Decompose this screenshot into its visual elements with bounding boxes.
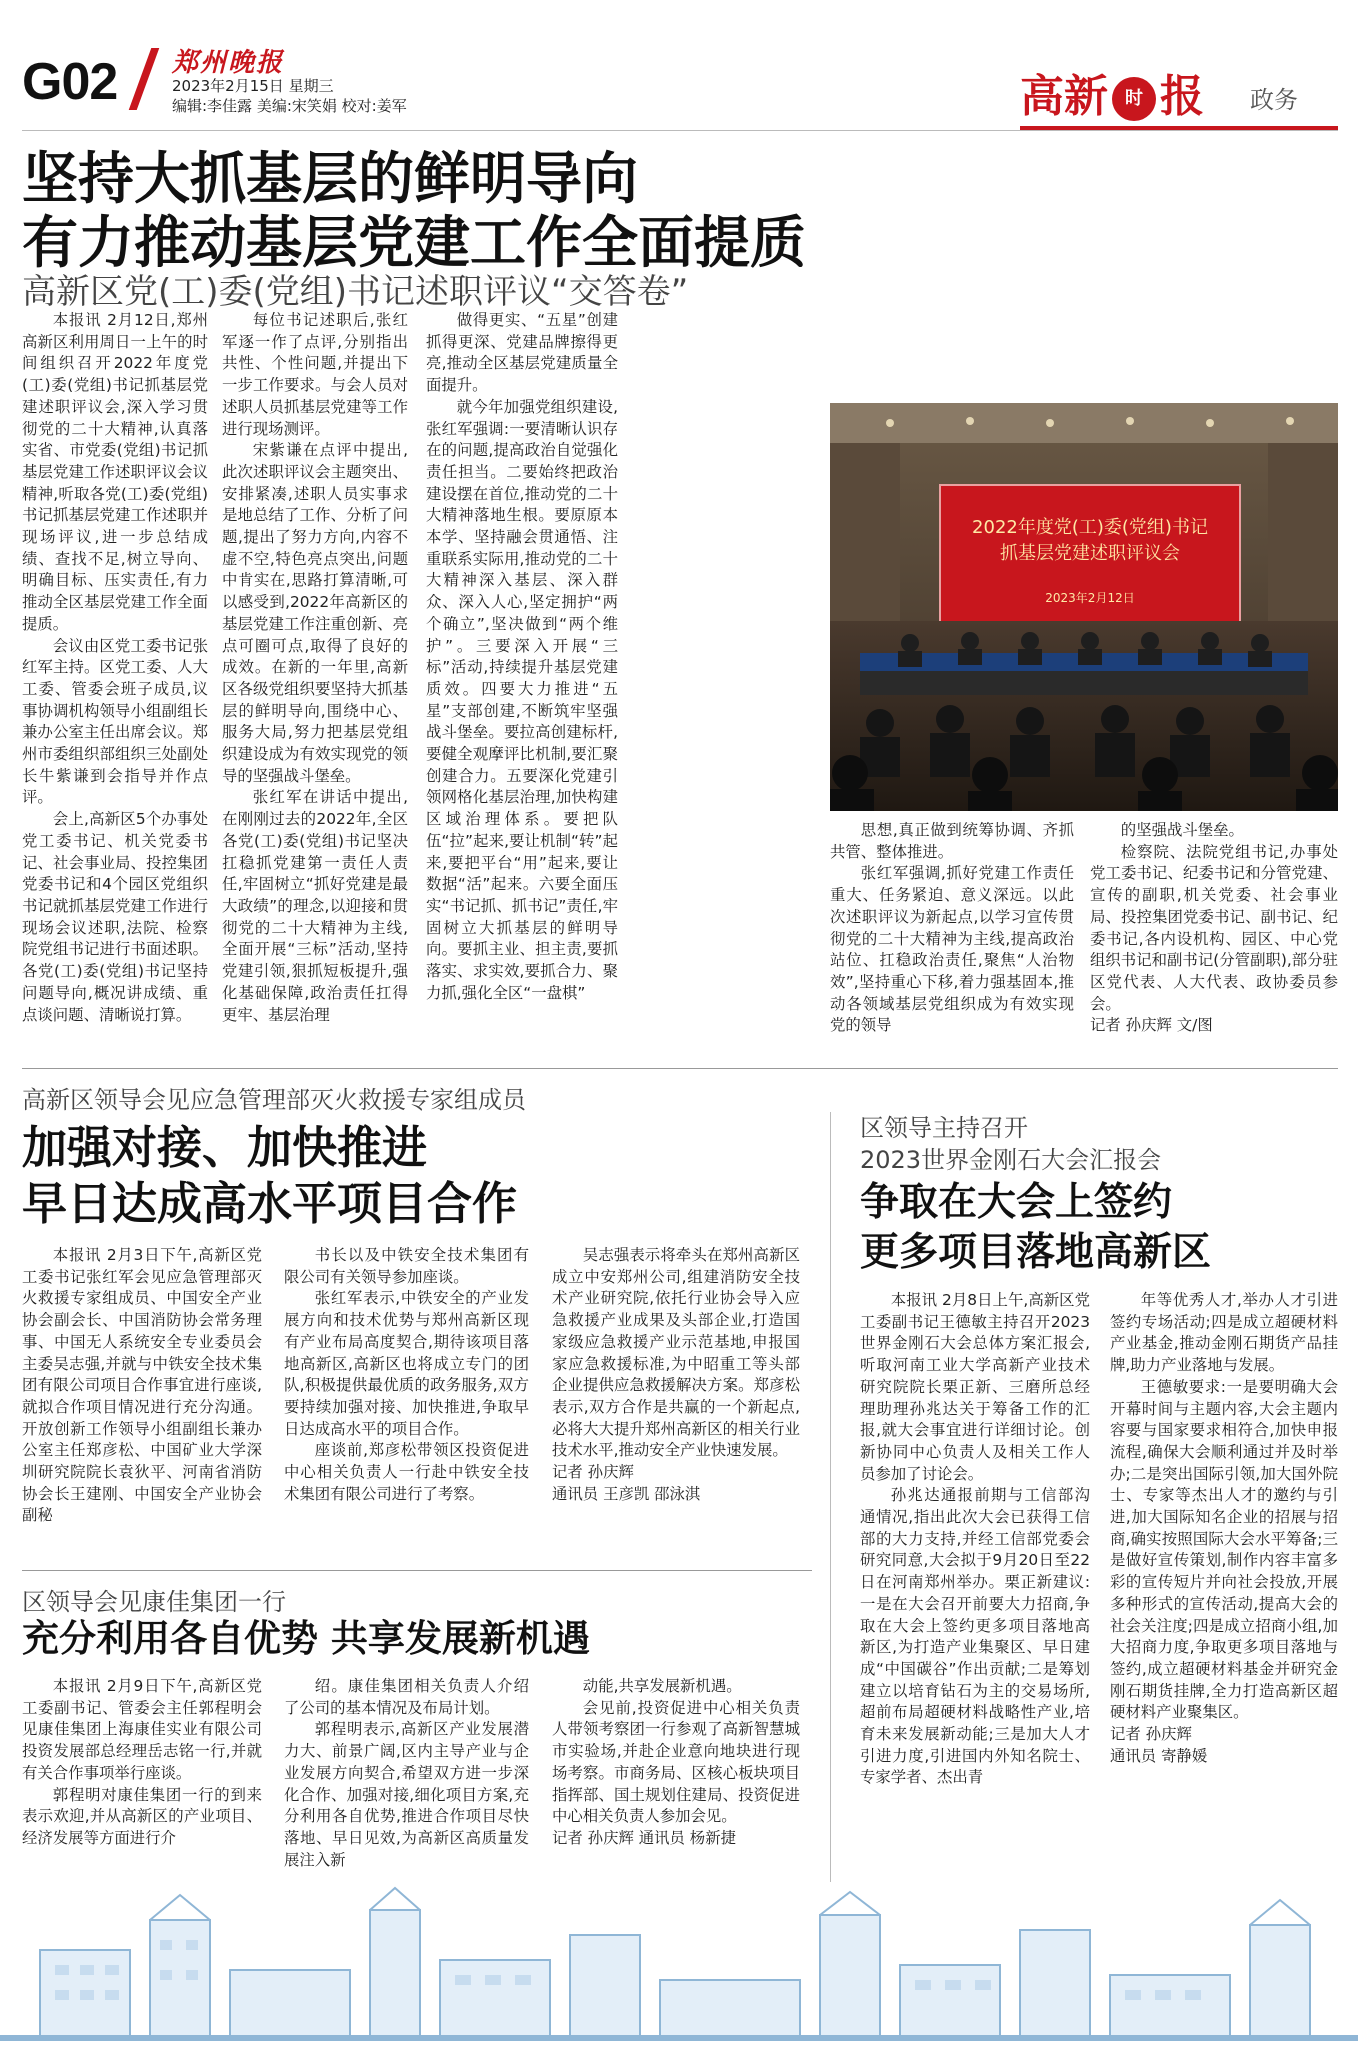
paragraph: 郭程明表示,高新区产业发展潜力大、前景广阔,区内主导产业与企业发展方向契合,希望双方进一步深化合作、加强对接,细化项目方案,充分利用各自优势,推进合作项目尽快落地、早日见效,为高新区高质量发展注入新 xyxy=(284,1720,529,1869)
paragraph: 宋紫谦在点评中提出,此次述职评议会主题突出、安排紧凑,述职人员实事求是地总结了工作、分析了问题,提出了努力方向,内容不虚不空,特色亮点突出,问题中肯实在,思路打算清晰,可以感受到,2022年高新区的基层党建工作注重创新、亮点可圈可点,取得了良好的成效。在新的一年里,高新区各级党组织要坚持大抓基层的鲜明导向,围绕中心、服务大局,努力把基层党组织建设成为有效实现党的领导的坚强战斗堡垒。 xyxy=(222,441,408,785)
page-number-slash xyxy=(129,48,160,110)
article1-column-3 xyxy=(426,310,618,1005)
article1-title xyxy=(22,148,806,276)
paragraph: 的坚强战斗堡垒。 xyxy=(1120,821,1244,839)
divider xyxy=(22,1570,812,1571)
divider xyxy=(22,1068,1338,1069)
article2-title-line2: 早日达成高水平项目合作 xyxy=(22,1177,518,1230)
paragraph: 动能,共享发展新机遇。 xyxy=(582,1677,742,1695)
paragraph: 检察院、法院党组书记,办事处党工委书记、纪委书记和分管党建、宣传的副职,机关党委、社会事业局、投控集团党委书记、副书记、纪委书记,各内设机构、园区、中心党组织书记和副书记(分管副职),部分驻区党代表、人大代表、政协委员参会。 xyxy=(1090,842,1338,1013)
column-divider xyxy=(830,1112,831,1882)
newspaper-logo: 郑州晚报 xyxy=(172,48,285,78)
paragraph: 每位书记述职后,张红军逐一作了点评,分别指出共性、个性问题,并提出下一步工作要求。与会人员对述职人员抓基层党建等工作进行现场测评。 xyxy=(222,311,408,438)
header-rule xyxy=(22,130,1338,131)
masthead-meta xyxy=(172,76,407,116)
article1-column-1 xyxy=(22,310,208,1026)
article2-column-1 xyxy=(22,1245,262,1527)
article4-title xyxy=(860,1178,1211,1278)
article2-byline-correspondent: 通讯员 王彦凯 邵泳淇 xyxy=(552,1484,701,1503)
article2-byline-reporter: 记者 孙庆辉 xyxy=(552,1463,634,1482)
article1-title-line2: 有力推动基层党建工作全面提质 xyxy=(22,211,806,276)
paragraph: 座谈前,郑彦松带领区投资促进中心相关负责人一行赴中铁安全技术集团有限公司进行了考察。 xyxy=(284,1441,529,1503)
article4-column-1 xyxy=(860,1290,1090,1789)
column-name-left: 高新 xyxy=(1020,71,1108,122)
footer-skyline-decoration xyxy=(0,1880,1358,2041)
paragraph: 本报讯 2月9日下午,高新区党工委副书记、管委会主任郭程明会见康佳集团上海康佳实业有限公司投资发展部总经理岳志铭一行,并就有关合作事项举行座谈。 xyxy=(22,1677,262,1782)
article2-kicker: 高新区领导会见应急管理部灭火救援专家组成员 xyxy=(22,1086,526,1114)
paragraph: 做得更实、“五星”创建抓得更深、党建品牌擦得更亮,推动全区基层党建质量全面提升。 xyxy=(426,311,618,395)
article2-title xyxy=(22,1120,517,1232)
column-badge: 时 xyxy=(1112,77,1156,121)
article1-column-2 xyxy=(222,310,408,1026)
meeting-photo xyxy=(830,403,1338,811)
photo-banner-line2: 抓基层党建述职评议会 xyxy=(1000,543,1180,564)
paragraph: 吴志强表示将牵头在郑州高新区成立中安郑州公司,组建消防安全技术产业研究院,依托行业协会导入应急救援产业成果及头部企业,打造国家级应急救援产业示范基地,申报国家应急救援标准,为中昭重工等头部企业提供应急救援解决方案。郑彦松表示,双方合作是共赢的一个新起点,必将大大提升郑州高新区的相关行业技术水平,推动安全产业快速发展。 xyxy=(552,1246,800,1460)
article3-column-2 xyxy=(284,1676,529,1871)
paragraph: 孙兆达通报前期与工信部沟通情况,指出此次大会已获得工信部的大力支持,并经工信部党委会研究同意,大会拟于9月20日至22日在河南郑州举办。栗正新建议:一是在大会召开前要大力招商,争取在大会上签约更多项目落地高新区,为打造产业集聚区、早日建成“中国碳谷”作出贡献;二是筹划建立以培育钻石为主的交易场所,超前布局超硬材料战略性产业,培育未来发展新动能;三是加大人才引进力度,引进国内外知名院士、专家学者、杰出青 xyxy=(860,1486,1090,1787)
paragraph: 会上,高新区5个办事处党工委书记、机关党委书记、社会事业局、投控集团党委书记和4个园区党组织书记就抓基层党建工作进行现场会议述职,法院、检察院党组书记进行书面述职。各党(工)委(党组)书记坚持问题导向,概况讲成绩、重点谈问题、清晰说打算。 xyxy=(22,810,208,1024)
article2-column-2 xyxy=(284,1245,529,1505)
paragraph: 张红军强调,抓好党建工作责任重大、任务紧迫、意义深远。以此次述职评议为新起点,以学习宣传贯彻党的二十大精神为主线,提高政治站位、扛稳政治责任,聚焦“人治物效”,坚持重心下移,着力强基固本,推动各领域基层党组织成为有效实现党的领导 xyxy=(830,864,1074,1035)
article1-title-line1: 坚持大抓基层的鲜明导向 xyxy=(22,147,638,212)
paragraph: 本报讯 2月12日,郑州高新区利用周日一上午的时间组织召开2022年度党(工)委(党组)书记抓基层党建述职评议会,深入学习贯彻党的二十大精神,认真落实省、市党委(党组)书记抓基层党建工作述职评议会议精神,听取各党(工)委(党组)书记抓基层党建工作述职并现场评议,进一步总结成绩、查找不足,树立导向、明确目标、压实责任,有力推动全区基层党建工作全面提质。 xyxy=(22,311,208,633)
article3-column-3 xyxy=(552,1676,800,1850)
skyline-illustration xyxy=(0,1880,1358,2041)
article4-title-line2: 更多项目落地高新区 xyxy=(860,1230,1212,1275)
article4-kicker xyxy=(860,1112,1161,1176)
section-name: 政务 xyxy=(1250,86,1298,114)
paragraph: 就今年加强党组织建设,张红军强调:一要清晰认识存在的问题,提高政治自觉强化责任担当。二要始终把政治建设摆在首位,推动党的二十大精神落地生根。要原原本本学、坚持融会贯通悟、注重联系实际用,推动党的二十大精神深入基层、深入群众、深入人心,坚定拥护“两个确立”,坚决做到“两个维护”。三要深入开展“三标”活动,持续提升基层党建质效。四要大力推进“五星”支部创建,不断筑牢坚强战斗堡垒。要拉高创建标杆,要健全观摩评比机制,要汇聚创建合力。五要深化党建引领网格化基层治理,加快构建区域治理体系。要把队伍“拉”起来,要让机制“转”起来,要把平台“用”起来,要让数据“活”起来。六要全面压实“书记抓、抓书记”责任,牢固树立大抓基层的鲜明导向。要抓主业、担主责,要抓落实、求实效,要抓合力、聚力抓,强化全区“一盘棋” xyxy=(426,397,618,1002)
article3-kicker: 区领导会见康佳集团一行 xyxy=(22,1588,286,1616)
article3-column-1 xyxy=(22,1676,262,1850)
article1-column-5 xyxy=(1090,820,1338,1037)
article4-byline-correspondent: 通讯员 寄静媛 xyxy=(1110,1746,1208,1765)
paragraph: 本报讯 2月8日上午,高新区党工委副书记王德敏主持召开2023世界金刚石大会总体方案汇报会,听取河南工业大学高新产业技术研究院院长栗正新、三磨所总经理助理孙兆达关于筹备工作的汇报,就大会事宜进行详细讨论。创新协同中心负责人及相关工作人员参加了讨论会。 xyxy=(860,1291,1090,1483)
paragraph: 思想,真正做到统筹协调、齐抓共管、整体推进。 xyxy=(830,821,1074,861)
paragraph: 绍。康佳集团相关负责人介绍了公司的基本情况及布局计划。 xyxy=(284,1677,529,1717)
paragraph: 张红军在讲话中提出,在刚刚过去的2022年,全区各党(工)委(党组)书记坚决扛稳抓党建第一责任人责任,牢固树立“抓好党建是最大政绩”的理念,以迎接和贯彻党的二十大精神为主线,全面开展“三标”活动,坚持党建引领,狠抓短板提升,强化基础保障,政治责任扛得更牢、基层治理 xyxy=(222,788,408,1024)
article2-title-line1: 加强对接、加快推进 xyxy=(22,1121,428,1174)
article4-kicker-line2: 2023世界金刚石大会汇报会 xyxy=(860,1146,1162,1174)
article4-column-2 xyxy=(1110,1290,1338,1767)
paragraph: 会议由区党工委书记张红军主持。区党工委、人大工委、管委会班子成员,议事协调机构领导小组副组长兼办公室主任出席会议。郑州市委组织部组织三处副处长牛紫谦到会指导并作点评。 xyxy=(22,636,208,807)
article3-byline: 记者 孙庆辉 通讯员 杨新捷 xyxy=(552,1828,736,1847)
paragraph: 书长以及中铁安全技术集团有限公司有关领导参加座谈。 xyxy=(284,1246,529,1286)
article2-column-3 xyxy=(552,1245,800,1505)
article4-title-line1: 争取在大会上签约 xyxy=(860,1180,1173,1225)
paragraph: 王德敏要求:一是要明确大会开幕时间与主题内容,大会主题内容要与国家要求相符合,加快申报流程,确保大会顺利通过并及时举办;二是突出国际引领,加大国外院士、专家等杰出人才的邀约与引进,加大国际知名企业的招展与招商,确实按照国际大会水平筹备;三是做好宣传策划,制作内容丰富多彩的宣传短片并向社会投放,开展多种形式的宣传活动,提高大会的社会关注度;四是成立招商小组,加大招商力度,争取更多项目落地与签约,成立超硬材料基金并研究金刚石期货挂牌,全力打造高新区超硬材料产业聚集区。 xyxy=(1110,1377,1338,1722)
paragraph: 年等优秀人才,举办人才引进签约专场活动;四是成立超硬材料产业基金,推动金刚石期货产品挂牌,助力产业落地与发展。 xyxy=(1110,1291,1338,1375)
paragraph: 郭程明对康佳集团一行的到来表示欢迎,并从高新区的产业项目、经济发展等方面进行介 xyxy=(22,1785,262,1847)
column-name-right: 报 xyxy=(1160,71,1204,122)
column-name xyxy=(1020,60,1204,124)
photo-banner xyxy=(960,515,1220,611)
date-line: 2023年2月15日 星期三 xyxy=(172,77,334,95)
article1-column-4 xyxy=(830,820,1074,1037)
article1-byline: 记者 孙庆辉 文/图 xyxy=(1090,1016,1213,1035)
photo-banner-line1: 2022年度党(工)委(党组)书记 xyxy=(972,517,1208,538)
page-number: G02 xyxy=(22,53,118,111)
editor-line: 编辑:李佳露 美编:宋笑娟 校对:姜军 xyxy=(172,97,407,115)
paragraph: 会见前,投资促进中心相关负责人带领考察团一行参观了高新智慧城市实验场,并赴企业意向地块进行现场考察。市商务局、区核心板块项目指挥部、国土规划住建局、投资促进中心相关负责人参加会见。 xyxy=(552,1698,800,1826)
article4-kicker-line1: 区领导主持召开 xyxy=(860,1114,1028,1142)
article4-byline-reporter: 记者 孙庆辉 xyxy=(1110,1725,1192,1744)
paragraph: 本报讯 2月3日下午,高新区党工委书记张红军会见应急管理部灭火救援专家组成员、中国安全产业协会副会长、中国消防协会常务理事、中国无人系统安全专业委员会主委吴志强,并就与中铁安全技术集团有限公司项目合作事宜进行座谈,就拟合作项目情况进行充分沟通。开放创新工作领导小组副组长兼办公室主任郑彦松、中国矿业大学深圳研究院院长袁狄平、河南省消防协会长王建刚、中国安全产业协会副秘 xyxy=(22,1246,262,1525)
paragraph: 张红军表示,中铁安全的产业发展方向和技术优势与郑州高新区现有产业布局高度契合,期待该项目落地高新区,高新区也将成立专门的团队,积极提供最优质的政务服务,双方要持续加强对接、加快推进,争取早日达成高水平的项目合作。 xyxy=(284,1289,529,1438)
photo-banner-date: 2023年2月12日 xyxy=(1045,591,1135,605)
article1-subtitle: 高新区党(工)委(党组)书记述职评议“交答卷” xyxy=(22,272,689,312)
article3-title: 充分利用各自优势 共享发展新机遇 xyxy=(22,1617,590,1660)
